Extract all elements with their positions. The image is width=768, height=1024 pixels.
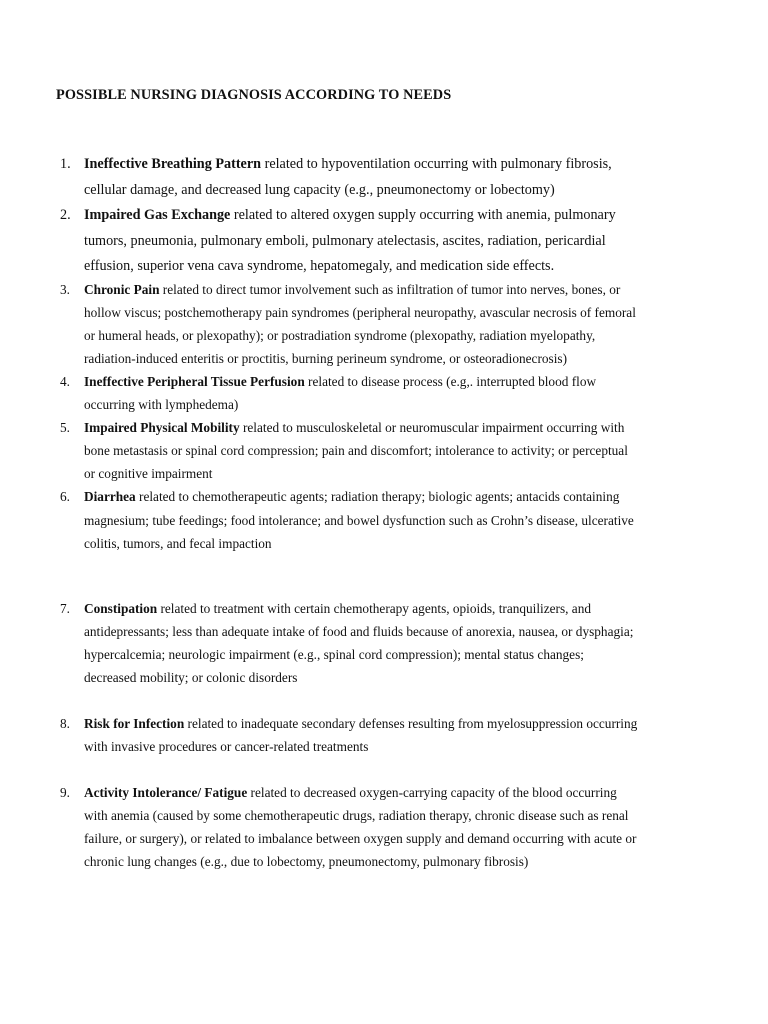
item-line	[84, 282, 620, 298]
item-line	[84, 156, 612, 173]
item-text: related to altered oxygen supply occurring with anemia, pulmonary	[230, 207, 616, 223]
item-line	[84, 207, 616, 224]
item-line: tumors, pneumonia, pulmonary emboli, pulmonary atelectasis, ascites, radiation, pericardial	[84, 233, 606, 249]
item-line: radiation-induced enteritis or proctitis, burning perineum syndrome, or osteoradionecrosis)	[84, 351, 567, 366]
item-line	[84, 785, 617, 801]
item-text: related to hypoventilation occurring with pulmonary fibrosis,	[261, 156, 612, 172]
item-line: occurring with lymphedema)	[84, 397, 239, 412]
item-number: 5.	[60, 420, 70, 435]
item-text: related to musculoskeletal or neuromuscular impairment occurring with	[239, 420, 625, 435]
item-line: with invasive procedures or cancer-related treatments	[84, 739, 369, 754]
item-text: related to decreased oxygen-carrying capacity of the blood occurring	[247, 785, 617, 800]
item-line: hypercalcemia; neurologic impairment (e.g., spinal cord compression); mental status changes;	[84, 647, 584, 662]
diagnosis-term: Ineffective Breathing Pattern	[84, 156, 262, 172]
item-text: related to direct tumor involvement such as infiltration of tumor into nerves, bones, or	[159, 282, 621, 297]
item-line	[84, 716, 637, 732]
diagnosis-term: Constipation	[84, 601, 158, 616]
diagnosis-term: Ineffective Peripheral Tissue Perfusion	[84, 374, 305, 389]
item-line: effusion, superior vena cava syndrome, hepatomegaly, and medication side effects.	[84, 258, 555, 274]
item-line: magnesium; tube feedings; food intolerance; and bowel dysfunction such as Crohn’s disease, ulcerative	[84, 513, 634, 528]
item-line: with anemia (caused by some chemotherapeutic drugs, radiation therapy, chronic disease such as renal	[84, 808, 629, 823]
item-line: bone metastasis or spinal cord compression; pain and discomfort; intolerance to activity; or perceptual	[84, 443, 628, 458]
item-text: related to treatment with certain chemotherapy agents, opioids, tranquilizers, and	[157, 601, 591, 616]
diagnosis-term: Impaired Gas Exchange	[84, 207, 231, 223]
diagnosis-term: Diarrhea	[84, 489, 136, 504]
item-line: hollow viscus; postchemotherapy pain syndromes (peripheral neuropathy, avascular necrosis of femoral	[84, 305, 636, 320]
item-text: related to disease process (e.g,. interrupted blood flow	[304, 374, 597, 389]
item-number: 9.	[60, 785, 70, 800]
item-line: cellular damage, and decreased lung capacity (e.g., pneumonectomy or lobectomy)	[84, 182, 555, 198]
item-line: colitis, tumors, and fecal impaction	[84, 536, 272, 551]
item-line	[84, 601, 591, 617]
diagnosis-term: Chronic Pain	[84, 282, 160, 297]
item-line: or humeral heads, or plexopathy); or postradiation syndrome (plexopathy, radiation myelopathy,	[84, 328, 596, 343]
item-line: antidepressants; less than adequate intake of food and fluids because of anorexia, nausea, or dysphagia;	[84, 624, 634, 639]
item-line: chronic lung changes (e.g., due to lobectomy, pneumonectomy, pulmonary fibrosis)	[84, 854, 529, 869]
item-number: 8.	[60, 716, 70, 731]
item-number: 3.	[60, 282, 70, 297]
item-number: 6.	[60, 489, 70, 504]
item-text: related to inadequate secondary defenses resulting from myelosuppression occurring	[184, 716, 638, 731]
item-line	[84, 489, 619, 505]
item-text: related to chemotherapeutic agents; radiation therapy; biologic agents; antacids containing	[135, 489, 620, 504]
diagnosis-term: Risk for Infection	[84, 716, 185, 731]
item-number: 7.	[60, 601, 70, 616]
diagnosis-term: Impaired Physical Mobility	[84, 420, 240, 435]
item-line	[84, 374, 596, 390]
item-line: or cognitive impairment	[84, 466, 213, 481]
diagnosis-term: Activity Intolerance/ Fatigue	[84, 785, 248, 800]
item-number: 2.	[60, 207, 71, 223]
item-number: 4.	[60, 374, 70, 389]
document-title: POSSIBLE NURSING DIAGNOSIS ACCORDING TO NEEDS	[56, 87, 452, 103]
item-line: failure, or surgery), or related to imbalance between oxygen supply and demand occurring with acute or	[84, 831, 637, 846]
item-line: decreased mobility; or colonic disorders	[84, 670, 298, 685]
item-line	[84, 420, 624, 436]
item-number: 1.	[60, 156, 71, 172]
